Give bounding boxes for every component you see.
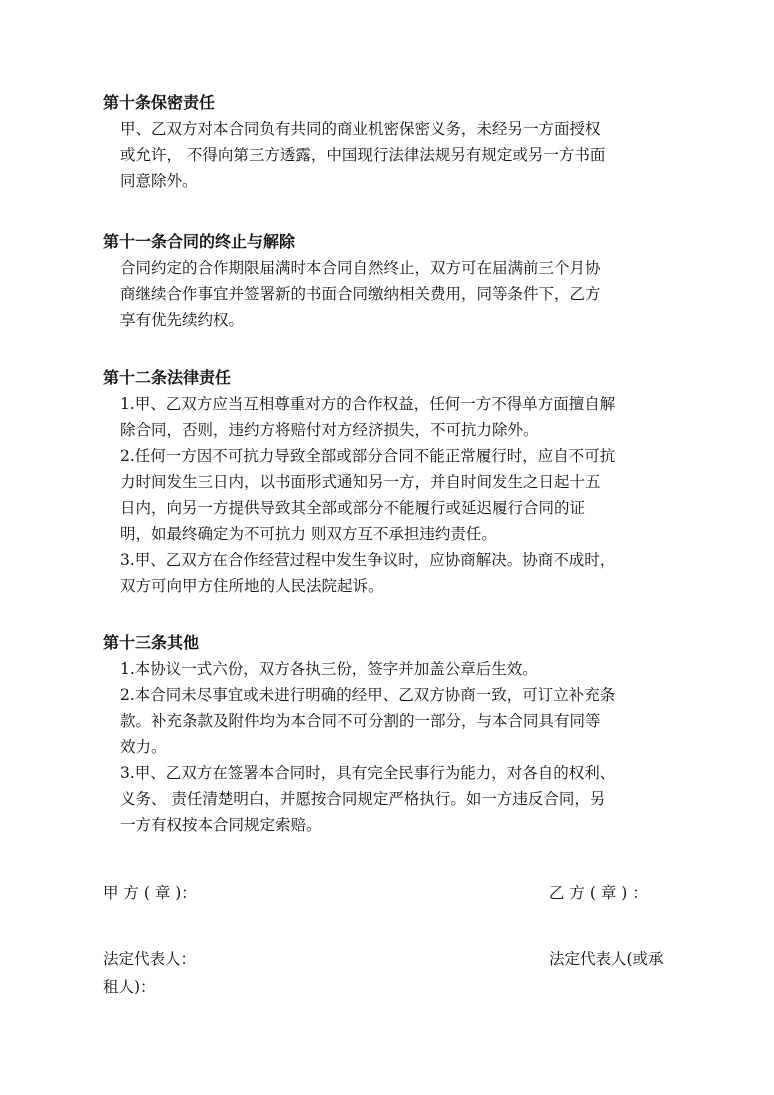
party-a-representative-label: 法定代表人：: [103, 950, 197, 968]
paragraph-line: 或允许， 不得向第三方透露，中国现行法律法规另有规定或另一方书面: [120, 146, 606, 164]
section-termination: [103, 229, 688, 333]
paragraph-line: 力时间发生三日内，以书面形式通知另一方，并自时间发生之日起十五: [120, 473, 601, 491]
paragraph-line: 同意除外。: [120, 172, 198, 190]
paragraph-line: 双方可向甲方住所地的人民法院起诉。: [120, 577, 384, 595]
paragraph-line: 1.本协议一式六份，双方各执三份，签字并加盖公章后生效。: [120, 660, 538, 678]
paragraph-line: 效力。: [120, 738, 167, 756]
paragraph-line: 商继续合作事宜并签署新的书面合同缴纳相关费用，同等条件下，乙方: [120, 285, 601, 303]
paragraph-line: 1.甲、乙双方应当互相尊重对方的合作权益，任何一方不得单方面擅自解: [120, 395, 616, 413]
paragraph-line: 享有优先续约权。: [120, 311, 245, 329]
paragraph-line: 3.甲、乙双方在合作经营过程中发生争议时，应协商解决。协商不成时，: [120, 551, 616, 569]
paragraph-line: 款。补充条款及附件均为本合同不可分割的一部分，与本合同具有同等: [120, 712, 601, 730]
section-others: [103, 630, 688, 838]
section-heading: 第十条保密责任: [103, 93, 216, 112]
party-a-seal-label: 甲 方 ( 章 )：: [103, 884, 197, 902]
party-b-representative-label: 法定代表人(或承: [549, 950, 664, 968]
paragraph-line: 3.甲、乙双方在签署本合同时，具有完全民事行为能力，对各自的权利、: [120, 764, 616, 782]
party-b-representative-label-continued: 租人)：: [103, 978, 156, 996]
paragraph-line: 合同约定的合作期限届满时本合同自然终止，双方可在届满前三个月协: [120, 259, 601, 277]
party-b-seal-label: 乙 方 ( 章 ) ：: [549, 884, 648, 902]
section-heading: 第十二条法律责任: [103, 368, 232, 387]
paragraph-line: 一方有权按本合同规定索赔。: [120, 816, 322, 834]
paragraph-line: 2.任何一方因不可抗力导致全部或部分合同不能正常履行时，应自不可抗: [120, 447, 616, 465]
paragraph-line: 明，如最终确定为不可抗力 则双方互不承担违约责任。: [120, 525, 497, 543]
paragraph-line: 义务、 责任清楚明白，并愿按合同规定严格执行。如一方违反合同，另: [120, 790, 606, 808]
paragraph-line: 日内，向另一方提供导致其全部或部分不能履行或延迟履行合同的证: [120, 499, 586, 517]
section-heading: 第十三条其他: [103, 633, 200, 652]
section-legal-liability: [103, 365, 688, 599]
paragraph-line: 甲、乙双方对本合同负有共同的商业机密保密义务，未经另一方面授权: [120, 120, 601, 138]
section-heading: 第十一条合同的终止与解除: [103, 232, 296, 251]
section-confidentiality: [103, 90, 688, 194]
paragraph-line: 除合同，否则，违约方将赔付对方经济损失，不可抗力除外。: [120, 421, 539, 439]
paragraph-line: 2.本合同未尽事宜或未进行明确的经甲、乙双方协商一致，可订立补充条: [120, 686, 616, 704]
